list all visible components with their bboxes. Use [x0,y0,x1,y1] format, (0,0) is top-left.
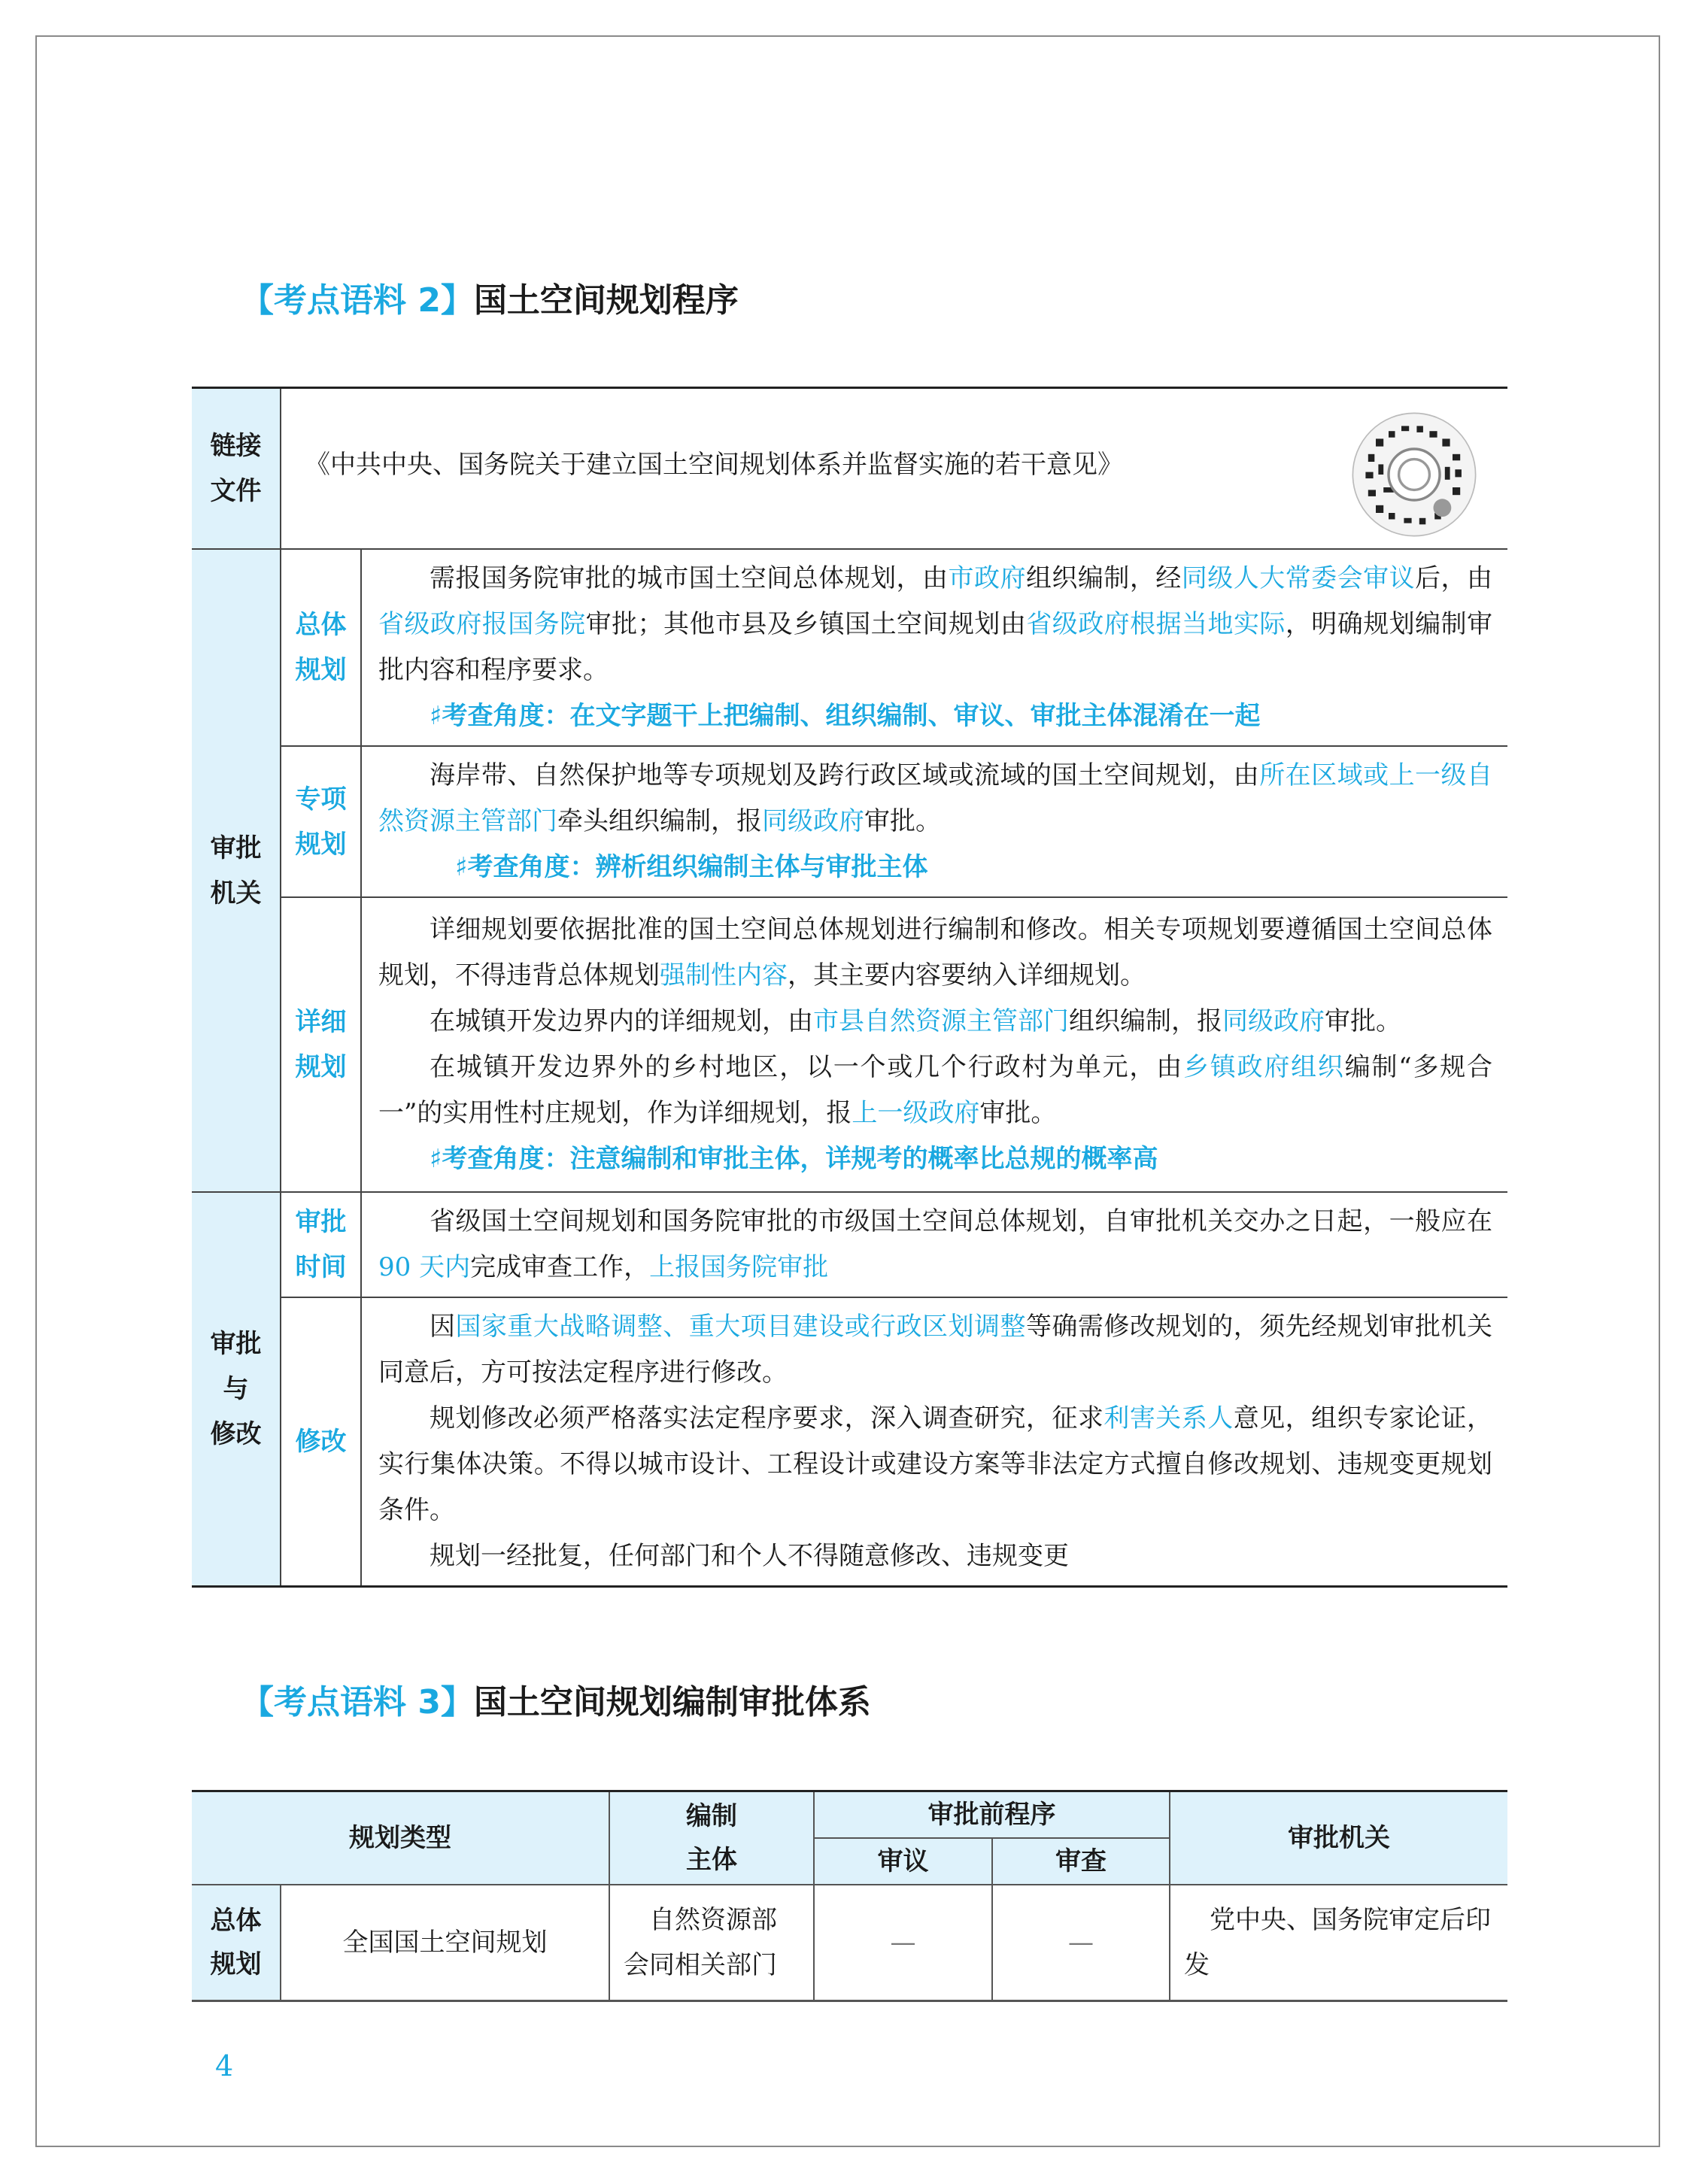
paragraph: 省级国土空间规划和国务院审批的市级国土空间总体规划，自审批机关交办之日起，一般应在90 天内完成审查工作，上报国务院审批 [378,1206,1492,1282]
group-label-approval: 审批 机关 [192,549,281,1192]
check-value: — [992,1885,1170,2000]
row-zhuanxiang [192,746,1507,897]
paragraph: 海岸带、自然保护地等专项规划及跨行政区域或流域的国土空间规划，由所在区域或上一级自然资源主管部门牵头组织编制，报同级政府审批。 [378,760,1493,836]
row-shijian [192,1192,1507,1297]
row-label-xiugai: 修改 [281,1297,361,1587]
section-heading-2 [241,278,739,323]
system-table [192,1790,1507,2002]
section-heading-3 [241,1680,871,1725]
procedure-table [192,387,1507,1588]
header-pre-procedure: 审批前程序 [814,1791,1170,1839]
paragraph: 在城镇开发边界外的乡村地区，以一个或几个行政村为单元，由乡镇政府组织编制“多规合一”的实用性村庄规划，作为详细规划，报上一级政府审批。 [378,1052,1493,1128]
link-row [192,388,1507,550]
paragraph: 详细规划要依据批准的国土空间总体规划进行编制和修改。相关专项规划要遵循国土空间总体规划，不得违背总体规划强制性内容，其主要内容要纳入详细规划。 [378,915,1492,990]
section-tag: 【考点语料 2】 [241,281,474,320]
header-review: 审议 [814,1838,992,1885]
content-zongti [361,549,1507,746]
review-value: — [814,1885,992,2000]
row-zongti [192,549,1507,746]
paragraph: 规划一经批复，任何部门和个人不得随意修改、违规变更 [430,1541,1069,1571]
row-label-shijian: 审批 时间 [281,1192,361,1297]
paragraph: 需报国务院审批的城市国土空间总体规划，由市政府组织编制，经同级人大常委会审议后，由省级政府报国务院审批；其他市县及乡镇国土空间规划由省级政府根据当地实际，明确规划编制审批内容和程序要求。 [378,563,1493,685]
page-number: 4 [215,2049,234,2082]
row-label-zhuanxiang: 专项 规划 [281,746,361,897]
exam-angle-note: ♯考查角度：辨析组织编制主体与审批主体 [455,852,928,882]
table-row [192,1885,1507,2000]
row-category: 总体 规划 [192,1885,281,2000]
paragraph: 规划修改必须严格落实法定程序要求，深入调查研究，征求利害关系人意见，组织专家论证，实行集体决策。不得以城市设计、工程设计或建设方案等非法定方式擅自修改规划、违规变更规划条件。 [378,1403,1493,1525]
section-title: 国土空间规划程序 [473,281,739,320]
content-zhuanxiang [361,746,1507,897]
paragraph: 因国家重大战略调整、重大项目建设或行政区划调整等确需修改规划的，须先经规划审批机关同意后，方可按法定程序进行修改。 [378,1312,1493,1388]
header-plan-type: 规划类型 [192,1791,609,1885]
section-title: 国土空间规划编制审批体系 [473,1683,871,1721]
group-label-approval-modify: 审批 与 修改 [192,1192,281,1587]
row-xiangxi [192,897,1507,1192]
plan-subject: 自然资源部会同相关部门 [609,1885,814,2000]
content-shijian [361,1192,1507,1297]
row-label-zongti: 总体 规划 [281,549,361,746]
authority-value: 党中央、国务院审定后印发 [1170,1885,1507,2000]
exam-angle-note: ♯考查角度：注意编制和审批主体，详规考的概率比总规的概率高 [430,1144,1158,1174]
row-xiugai [192,1297,1507,1587]
row-label-xiangxi: 详细 规划 [281,897,361,1192]
content-xiangxi [361,897,1507,1192]
link-cell [281,388,1507,550]
qr-code-icon [1350,411,1478,538]
header-authority: 审批机关 [1170,1791,1507,1885]
plan-name: 全国国土空间规划 [281,1885,609,2000]
link-document-title: 《中共中央、国务院关于建立国土空间规划体系并监督实施的若干意见》 [305,450,1123,480]
link-label: 链接 文件 [192,388,281,550]
content-xiugai [361,1297,1507,1587]
section-tag: 【考点语料 3】 [241,1683,474,1721]
header-subject: 编制 主体 [609,1791,814,1885]
paragraph: 在城镇开发边界内的详细规划，由市县自然资源主管部门组织编制，报同级政府审批。 [430,1006,1401,1036]
exam-angle-note: ♯考查角度：在文字题干上把编制、组织编制、审议、审批主体混淆在一起 [430,701,1261,731]
header-check: 审查 [992,1838,1170,1885]
